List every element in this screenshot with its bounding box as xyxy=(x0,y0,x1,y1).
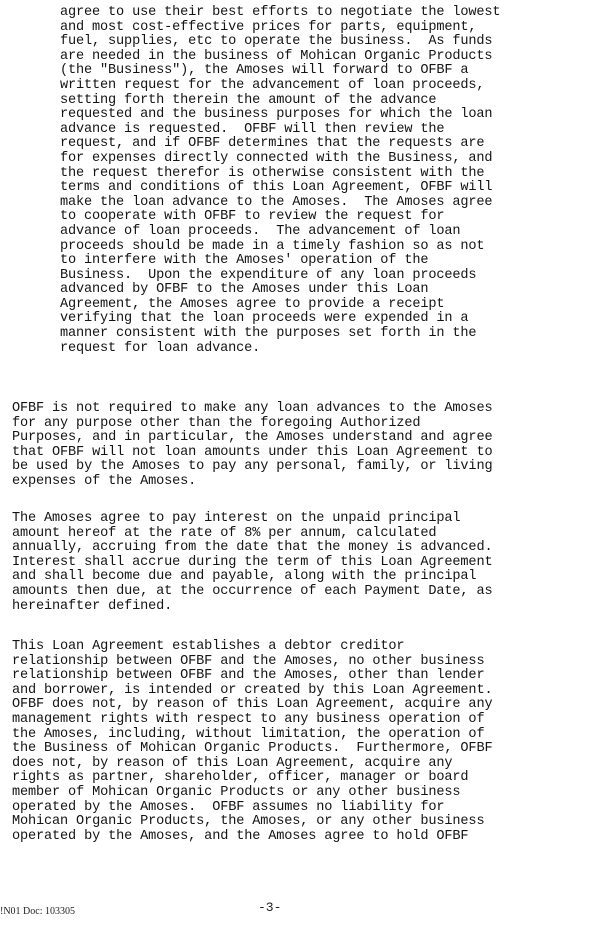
text-line: advance of loan proceeds. The advancement of loan xyxy=(60,223,461,239)
text-line: does not, by reason of this Loan Agreement, acquire any xyxy=(12,755,453,771)
text-line: the Business of Mohican Organic Products. Furthermore, OFBF xyxy=(12,741,493,757)
text-line: The Amoses agree to pay interest on the unpaid principal xyxy=(12,511,461,526)
text-line: Interest shall accrue during the term of this Loan Agreement xyxy=(12,554,493,570)
text-line: request for loan advance. xyxy=(60,340,261,356)
paragraph-advance-procedure xyxy=(60,6,500,356)
text-line: member of Mohican Organic Products or any other business xyxy=(12,784,461,800)
text-line: OFBF is not required to make any loan advances to the Amoses xyxy=(12,401,493,416)
text-line: annually, accruing from the date that the money is advanced. xyxy=(12,540,493,556)
text-line: relationship between OFBF and the Amoses, other than lender xyxy=(12,668,485,684)
text-line: to interfere with the Amoses' operation of the xyxy=(60,253,429,269)
text-line: advanced by OFBF to the Amoses under this Loan xyxy=(60,282,429,298)
paragraph-authorized-purposes xyxy=(12,402,492,490)
text-line: make the loan advance to the Amoses. The Amoses agree xyxy=(60,194,493,210)
text-line: fuel, supplies, etc to operate the business. As funds xyxy=(60,34,493,50)
text-line: operated by the Amoses. OFBF assumes no liability for xyxy=(12,799,445,815)
text-line: are needed in the business of Mohican Organic Products xyxy=(60,48,493,64)
text-line: verifying that the loan proceeds were expended in a xyxy=(60,311,469,327)
text-line: operated by the Amoses, and the Amoses agree to hold OFBF xyxy=(12,828,469,844)
text-line: the request therefor is otherwise consistent with the xyxy=(60,165,485,181)
text-line: request, and if OFBF determines that the requests are xyxy=(60,136,485,152)
text-line: management rights with respect to any business operation of xyxy=(12,711,485,727)
text-line: Mohican Organic Products, the Amoses, or any other business xyxy=(12,814,485,830)
text-line: OFBF does not, by reason of this Loan Agreement, acquire any xyxy=(12,697,493,713)
paragraph-relationship xyxy=(12,640,492,844)
text-line: hereinafter defined. xyxy=(12,598,173,614)
text-line: written request for the advancement of loan proceeds, xyxy=(60,77,485,93)
text-line: amount hereof at the rate of 8% per annum, calculated xyxy=(12,525,437,541)
text-line: expenses of the Amoses. xyxy=(12,473,197,489)
text-line: and shall become due and payable, along with the principal xyxy=(12,569,477,585)
text-line: rights as partner, shareholder, officer, manager or board xyxy=(12,770,469,786)
text-line: be used by the Amoses to pay any personal, family, or living xyxy=(12,459,493,475)
footer-page-number: -3- xyxy=(258,900,282,915)
text-line: and most cost-effective prices for parts, equipment, xyxy=(60,19,477,35)
text-line: setting forth therein the amount of the advance xyxy=(60,92,437,108)
text-line: the Amoses, including, without limitation, the operation of xyxy=(12,726,485,742)
text-line: terms and conditions of this Loan Agreement, OFBF will xyxy=(60,180,493,196)
text-line: requested and the business purposes for which the loan xyxy=(60,107,493,123)
text-line: that OFBF will not loan amounts under this Loan Agreement to xyxy=(12,444,493,460)
text-line: proceeds should be made in a timely fashion so as not xyxy=(60,238,485,254)
text-line: Agreement, the Amoses agree to provide a receipt xyxy=(60,296,445,312)
text-line: relationship between OFBF and the Amoses, no other business xyxy=(12,653,485,669)
text-line: amounts then due, at the occurrence of each Payment Date, as xyxy=(12,583,493,599)
text-line: for any purpose other than the foregoing Authorized xyxy=(12,415,421,431)
text-line: and borrower, is intended or created by this Loan Agreement. xyxy=(12,682,493,698)
text-line: Business. Upon the expenditure of any loan proceeds xyxy=(60,267,477,283)
text-line: advance is requested. OFBF will then review the xyxy=(60,121,445,137)
text-line: manner consistent with the purposes set forth in the xyxy=(60,326,477,342)
text-line: Purposes, and in particular, the Amoses understand and agree xyxy=(12,430,493,446)
text-line: This Loan Agreement establishes a debtor creditor xyxy=(12,639,405,654)
text-line: agree to use their best efforts to negotiate the lowest xyxy=(60,5,501,20)
footer-document-id: !N01 Doc: 103305 xyxy=(0,906,75,917)
text-line: (the "Business"), the Amoses will forward to OFBF a xyxy=(60,63,469,79)
paragraph-interest xyxy=(12,512,492,614)
text-line: to cooperate with OFBF to review the request for xyxy=(60,209,445,225)
text-line: for expenses directly connected with the Business, and xyxy=(60,150,493,166)
